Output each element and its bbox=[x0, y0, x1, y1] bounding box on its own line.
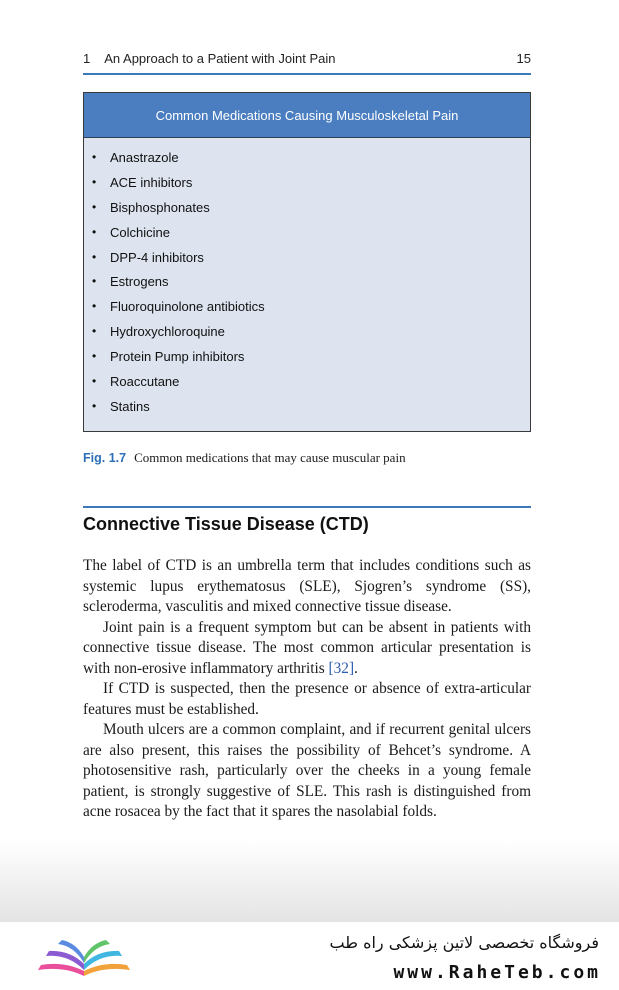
list-item: • Roaccutane bbox=[92, 374, 180, 390]
bullet-icon: • bbox=[92, 324, 97, 339]
store-url[interactable]: www.RaheTeb.com bbox=[393, 962, 601, 983]
page-bottom-shadow bbox=[0, 840, 619, 922]
bullet-icon: • bbox=[92, 374, 97, 389]
bullet-icon: • bbox=[92, 199, 97, 214]
bullet-icon: • bbox=[92, 224, 97, 239]
bullet-icon: • bbox=[92, 398, 97, 413]
medication-list bbox=[84, 138, 530, 424]
figure-box-title: Common Medications Causing Musculoskeletal Pain bbox=[84, 93, 530, 138]
bullet-icon: • bbox=[92, 150, 97, 164]
section-body bbox=[83, 556, 531, 823]
header-rule bbox=[83, 73, 531, 75]
list-item: • Bisphosphonates bbox=[92, 199, 210, 215]
paragraph: Joint pain is a frequent symptom but can be absent in patients with connective tissue disease. The most common articular presentation is with non-erosive inflammatory arthritis [32]. bbox=[83, 618, 531, 677]
figure-label: Fig. 1.7 bbox=[83, 451, 127, 465]
paragraph: The label of CTD is an umbrella term that includes conditions such as systemic lupus erythematosus (SLE), Sjogren’s syndrome (SS), scleroderma, vasculitis and mixed connective tissue disease. bbox=[83, 557, 531, 615]
bullet-icon: • bbox=[92, 274, 97, 289]
section-rule bbox=[83, 506, 531, 508]
chapter-number: 1 bbox=[83, 51, 91, 66]
list-item: • Colchicine bbox=[92, 224, 170, 240]
bullet-icon: • bbox=[92, 174, 97, 189]
list-item: • Protein Pump inhibitors bbox=[92, 349, 245, 365]
store-name: فروشگاه تخصصی لاتین پزشکی راه طب bbox=[329, 933, 599, 952]
list-item: • ACE inhibitors bbox=[92, 174, 193, 190]
bullet-icon: • bbox=[92, 299, 97, 314]
list-item: • Fluoroquinolone antibiotics bbox=[92, 299, 265, 315]
list-item: • Statins bbox=[92, 398, 150, 414]
chapter-title: An Approach to a Patient with Joint Pain bbox=[104, 51, 336, 66]
citation-link[interactable]: [32] bbox=[328, 659, 355, 677]
open-book-logo-icon bbox=[34, 932, 134, 982]
section-title: Connective Tissue Disease (CTD) bbox=[83, 514, 369, 534]
paragraph: If CTD is suspected, then the presence or absence of extra-articular features must be established. bbox=[83, 680, 531, 718]
list-item: • Anastrazole bbox=[92, 150, 179, 165]
bullet-icon: • bbox=[92, 349, 97, 364]
bullet-icon: • bbox=[92, 249, 97, 264]
paragraph: Mouth ulcers are a common complaint, and if recurrent genital ulcers are also present, this raises the possibility of Behcet’s syndrome. A photosensitive rash, particularly over the cheeks in a young female patient, is strongly suggestive of SLE. This rash is distinguished from acne rosacea by the fact that it spares the nasolabial folds. bbox=[83, 721, 531, 820]
chapter-heading bbox=[83, 51, 336, 66]
figure-caption bbox=[83, 450, 533, 466]
list-item: • DPP-4 inhibitors bbox=[92, 249, 204, 265]
list-item: • Estrogens bbox=[92, 274, 169, 290]
caption-text: Common medications that may cause muscular pain bbox=[134, 450, 406, 465]
page-number: 15 bbox=[516, 51, 531, 66]
list-item: • Hydroxychloroquine bbox=[92, 324, 225, 340]
running-head bbox=[83, 50, 531, 70]
publisher-footer bbox=[0, 922, 619, 990]
medications-figure-box bbox=[83, 92, 531, 432]
